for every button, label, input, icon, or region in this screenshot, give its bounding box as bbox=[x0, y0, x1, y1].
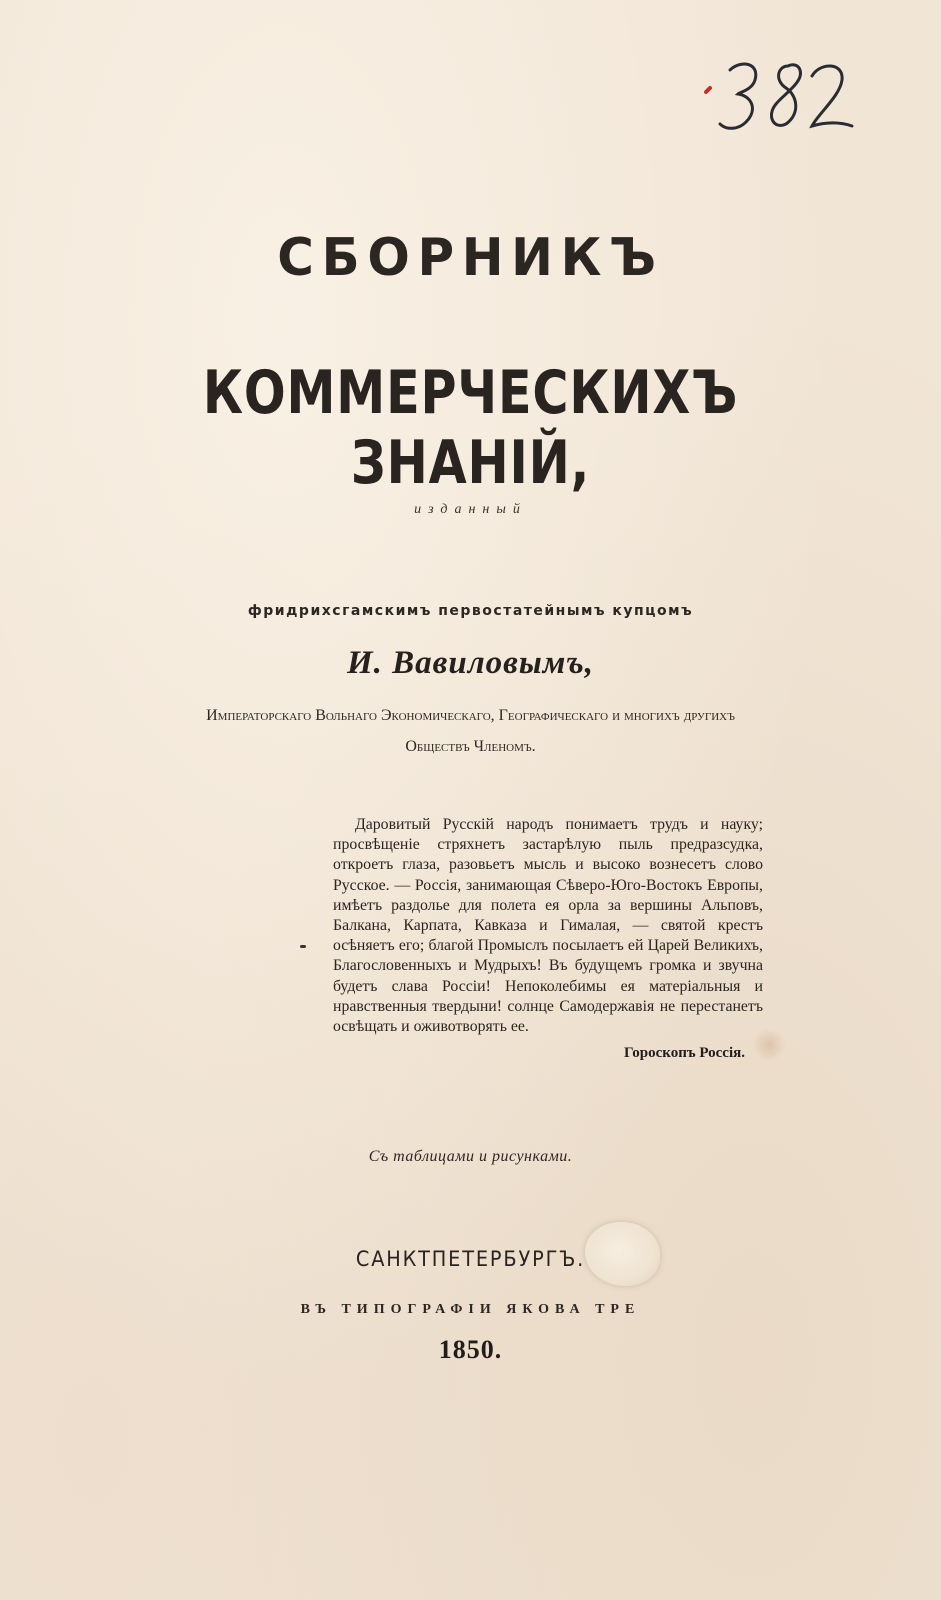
membership-line: Императорскаго Вольнаго Экономическаго, Географическаго и многихъ другихъ bbox=[206, 707, 735, 724]
author-memberships bbox=[0, 700, 941, 762]
epigraph-text: Даровитый Русскій народъ понимаетъ трудъ и науку; просвѣщеніе стряхнетъ застарѣлую пыль предразсудка, откроетъ глаза, разовьетъ мысль и высоко вознесетъ слово Русское. — Россія, занимающая Сѣверо-Юго-Востокъ Европы, имѣетъ раздолье для полета ея орла за вершины Альповъ, Балкана, Карпата, Кавказа и Гималая, — святой крестъ осѣняетъ его; благой Промыслъ посылаетъ ей Царей Великихъ, Благословенныхъ и Мудрыхъ! Въ будущемъ громка и звучна будетъ слава Россіи! Непоколебимы ея матеріальныя и нравственныя твердыни! солнце Самодержавія не перестанетъ освѣщать и оживотворять ее. bbox=[333, 816, 763, 1036]
author-name: И. Вавиловымъ, bbox=[346, 645, 595, 681]
membership-line: Обществъ Членомъ. bbox=[405, 738, 536, 755]
handwritten-shelf-number bbox=[700, 52, 865, 147]
author-descriptor: фридрихсгамскимъ первостатейнымъ купцомъ bbox=[247, 603, 694, 619]
epigraph-source: Гороскопъ Россія. bbox=[624, 1045, 745, 1062]
shelf-number-drawing bbox=[700, 52, 865, 147]
book-title-line1: СБОРНИКЪ bbox=[277, 228, 664, 288]
epigraph bbox=[333, 815, 763, 1062]
published-by-label: изданный bbox=[414, 502, 527, 517]
imprint-year: 1850. bbox=[438, 1335, 503, 1364]
imprint-city: САНКТПЕТЕРБУРГЪ. bbox=[355, 1247, 586, 1271]
imprint-printer: ВЪ ТИПОГРАФІИ ЯКОВА ТРЕ bbox=[300, 1302, 641, 1317]
tables-note: Съ таблицами и рисунками. bbox=[368, 1148, 573, 1165]
foxing-spot bbox=[752, 1028, 786, 1062]
ink-dot bbox=[300, 945, 306, 948]
book-title-line2: КОММЕРЧЕСКИХЪ ЗНАНІЙ, bbox=[202, 358, 739, 498]
